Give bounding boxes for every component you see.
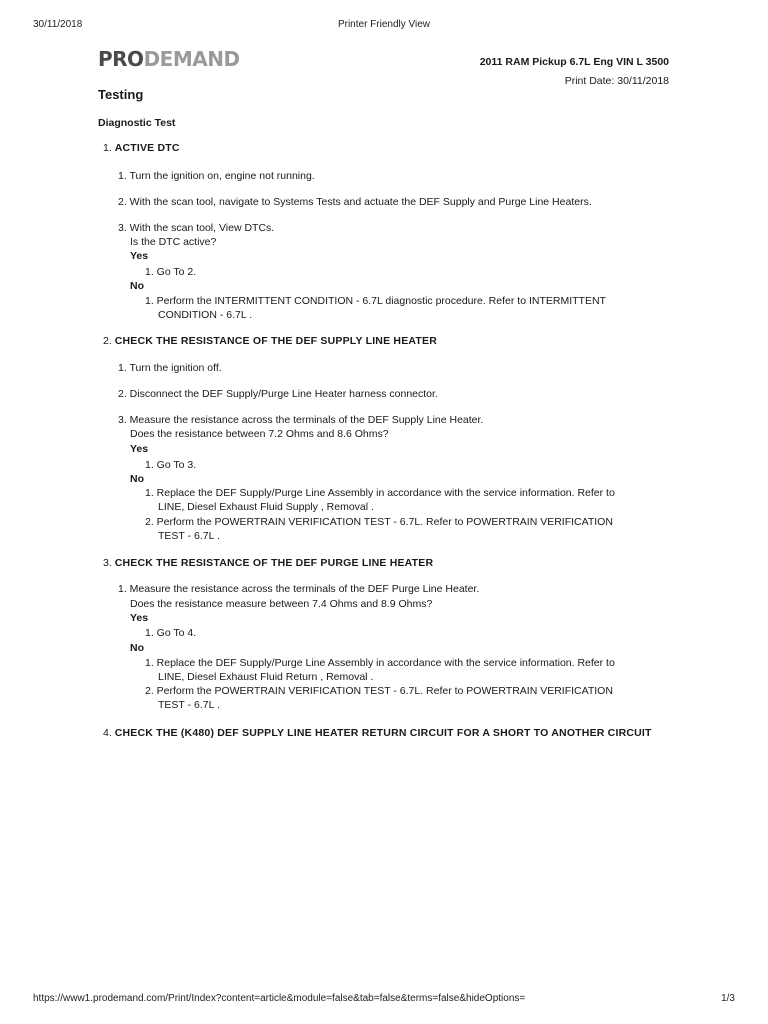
step-text: 2. Perform the POWERTRAIN VERIFICATION TEST - 6.7L. Refer to POWERTRAIN VERIFICATION xyxy=(145,685,613,697)
answer-label: Yes xyxy=(130,443,149,455)
step-text: 2. Perform the POWERTRAIN VERIFICATION TEST - 6.7L. Refer to POWERTRAIN VERIFICATION xyxy=(145,516,613,528)
section-number: 3. xyxy=(103,557,115,569)
section-heading xyxy=(103,557,433,569)
step-text: 1. Replace the DEF Supply/Purge Line Assembly in accordance with the service information. Refer to xyxy=(145,657,615,669)
step-text: Does the resistance measure between 7.4 Ohms and 8.9 Ohms? xyxy=(130,598,433,610)
step-text: 3. Measure the resistance across the terminals of the DEF Supply Line Heater. xyxy=(118,414,484,426)
section-number: 1. xyxy=(103,142,115,154)
step-text: 1. Replace the DEF Supply/Purge Line Assembly in accordance with the service information. Refer to xyxy=(145,487,615,499)
step-text: 1. Go To 2. xyxy=(145,266,197,278)
step-text: CONDITION - 6.7L . xyxy=(158,309,253,321)
step-text: Is the DTC active? xyxy=(130,236,217,248)
section-heading xyxy=(103,142,180,154)
step-text: 1. Perform the INTERMITTENT CONDITION - 6.7L diagnostic procedure. Refer to INTERMITTENT xyxy=(145,295,606,307)
section-heading xyxy=(103,335,437,347)
logo-demand: DEMAND xyxy=(143,47,240,71)
answer-label: Yes xyxy=(130,612,149,624)
print-date: Print Date: 30/11/2018 xyxy=(564,75,669,87)
section-number: 4. xyxy=(103,727,115,739)
answer-label: No xyxy=(130,280,144,292)
logo-pro: PRO xyxy=(98,47,144,71)
step-text: LINE, Diesel Exhaust Fluid Supply , Removal . xyxy=(158,501,374,513)
footer-url: https://www1.prodemand.com/Print/Index?content=article&module=false&tab=false&terms=false&hideOptions= xyxy=(33,993,526,1004)
step-text: 1. Measure the resistance across the terminals of the DEF Purge Line Heater. xyxy=(118,583,480,595)
step-text: 1. Turn the ignition on, engine not running. xyxy=(118,170,315,182)
page-title: Testing xyxy=(98,87,144,102)
step-text: 1. Go To 4. xyxy=(145,627,197,639)
step-text: 1. Turn the ignition off. xyxy=(118,362,222,374)
header-date: 30/11/2018 xyxy=(33,19,83,30)
step-text: TEST - 6.7L . xyxy=(158,699,220,711)
section-subheading: Diagnostic Test xyxy=(98,117,176,129)
step-text: TEST - 6.7L . xyxy=(158,530,220,542)
answer-label: No xyxy=(130,642,144,654)
step-text: 2. With the scan tool, navigate to Systems Tests and actuate the DEF Supply and Purge Line Heaters. xyxy=(118,196,592,208)
answer-label: No xyxy=(130,473,144,485)
section-heading xyxy=(103,727,652,739)
section-number: 2. xyxy=(103,335,115,347)
answer-label: Yes xyxy=(130,250,149,262)
section-title: CHECK THE (K480) DEF SUPPLY LINE HEATER RETURN CIRCUIT FOR A SHORT TO ANOTHER CIRCUIT xyxy=(114,727,652,739)
step-text: LINE, Diesel Exhaust Fluid Return , Removal . xyxy=(158,671,374,683)
section-title: ACTIVE DTC xyxy=(114,142,180,154)
header-title: Printer Friendly View xyxy=(337,19,431,30)
step-text: Does the resistance between 7.2 Ohms and 8.6 Ohms? xyxy=(130,428,389,440)
step-text: 2. Disconnect the DEF Supply/Purge Line Heater harness connector. xyxy=(118,388,438,400)
step-text: 3. With the scan tool, View DTCs. xyxy=(118,222,275,234)
prodemand-logo xyxy=(98,47,240,71)
section-title: CHECK THE RESISTANCE OF THE DEF SUPPLY LINE HEATER xyxy=(114,335,438,347)
footer-page-number: 1/3 xyxy=(721,993,735,1004)
vehicle-info: 2011 RAM Pickup 6.7L Eng VIN L 3500 xyxy=(479,56,669,68)
step-text: 1. Go To 3. xyxy=(145,459,197,471)
section-title: CHECK THE RESISTANCE OF THE DEF PURGE LINE HEATER xyxy=(114,557,434,569)
